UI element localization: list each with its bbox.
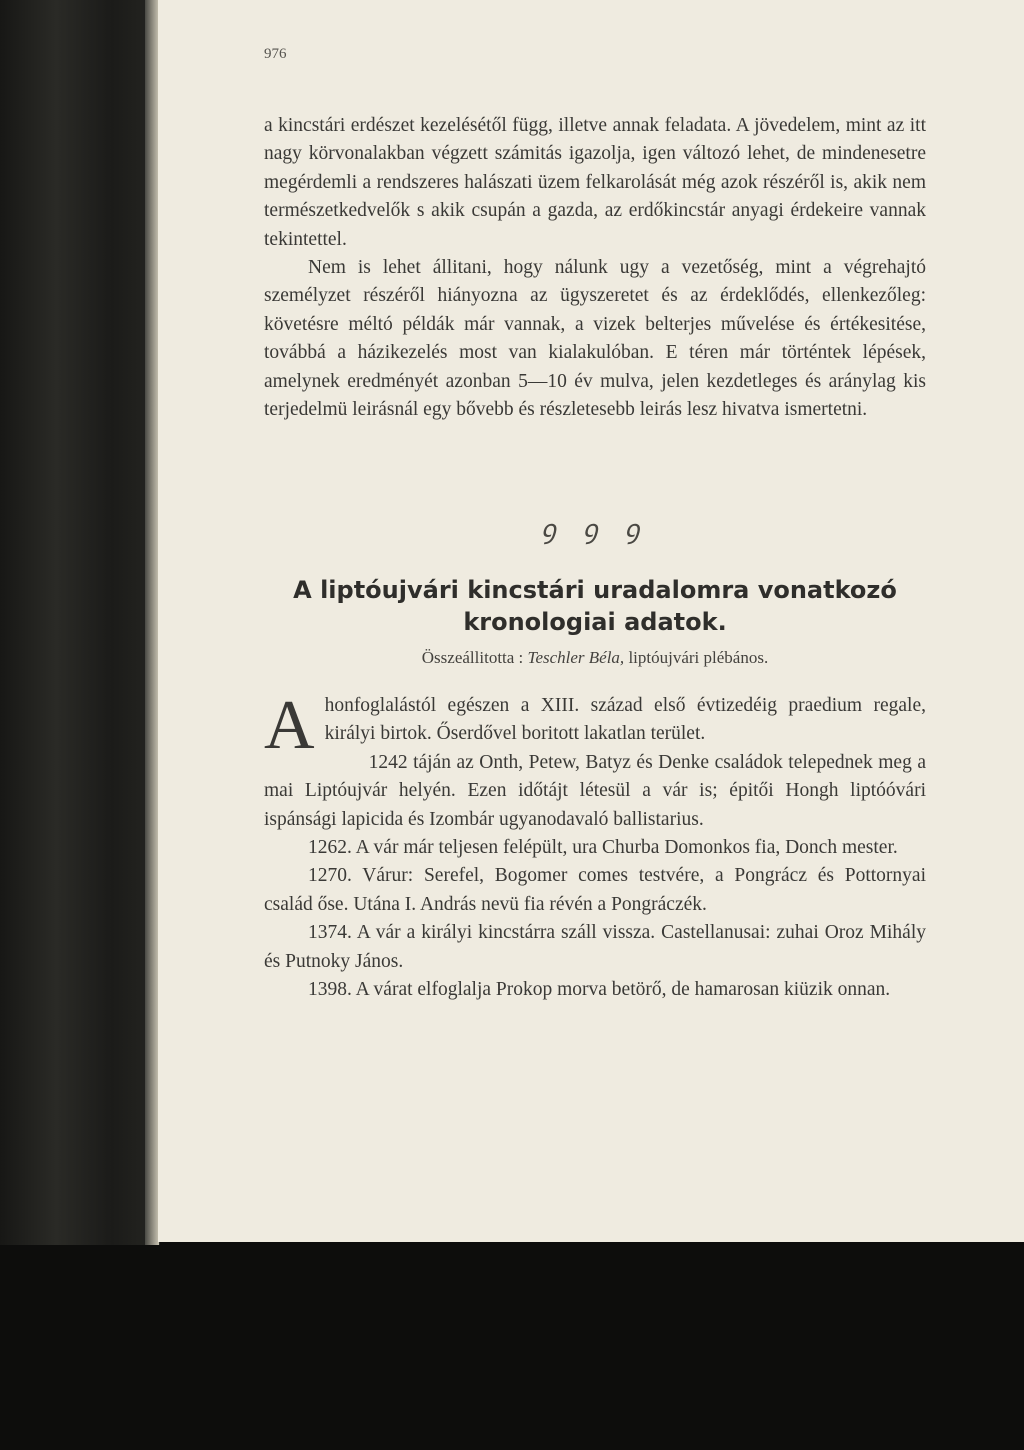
- scan-background: [0, 1245, 1024, 1450]
- page-number: 976: [264, 46, 287, 62]
- byline-suffix: liptóujvári plébános.: [628, 648, 769, 667]
- intro-text: [264, 112, 926, 424]
- chronology-intro: [264, 687, 926, 764]
- drop-cap: A: [264, 687, 315, 764]
- intro-paragraph-2: Nem is lehet állitani, hogy nálunk ugy a vezetőség, mint a végrehajtó személyzet részéről hiányozna az ügyszeretet és az érdeklődés, ellenkezőleg: követésre méltó példák már vannak, a vizek belterjes művelése és értékesitése, továbbá a házikezelés most van kialakulóban. E téren már történtek lépések, amelynek eredményét azonban 5—10 év mulva, jelen kezdetleges és aránylag kis terjedelmü leirásnál egy bővebb és részletesebb leirás lesz hivatva ismertetni.: [264, 257, 926, 421]
- article-title: [264, 574, 926, 638]
- intro-paragraph-1: a kincstári erdészet kezelésétől függ, illetve annak feladata. A jövedelem, mint az itt nagy körvonalakban végzett számitás igazolja, igen változó lehet, de mindenesetre megérdemli a rendszeres halászati üzem felkarolását még azok részéről is, akik nem természetkedvelők s akik csupán a gazda, az erdőkincstár anyagi érdekeire vannak tekintettel.: [264, 115, 926, 250]
- chronology-entry-1262: 1262. A vár már teljesen felépült, ura Churba Domonkos fia, Donch mester.: [308, 837, 898, 859]
- chronology-text: [264, 687, 926, 1004]
- book-binding: [0, 0, 160, 1450]
- article-byline: [264, 648, 926, 668]
- byline-prefix: Összeállitotta :: [421, 648, 524, 667]
- article-title-line-2: kronologiai adatok.: [463, 608, 727, 636]
- chronology-entry-1242: 1242 táján az Onth, Petew, Batyz és Denke családok telepednek meg a mai Liptóujvár helyén. Ezen időtájt létesül a vár is; épitői Hongh liptóóvári ispánsági lapicida és Izombár ugyanodavaló ballistarius.: [264, 751, 926, 830]
- chronology-entry-1270: 1270. Várur: Serefel, Bogomer comes testvére, a Pongrácz és Pottornyai család őse. Utána I. András nevü fia révén a Pongráczék.: [264, 865, 926, 915]
- book-page: [158, 0, 1024, 1242]
- chronology-entry-1398: 1398. A várat elfoglalja Prokop morva betörő, de hamarosan kiüzik onnan.: [308, 979, 891, 1001]
- byline-author: Teschler Béla,: [527, 648, 625, 667]
- chronology-intro-text: honfoglalástól egészen a XIII. század első évtizedéig praedium regale, királyi birtok. Őserdővel boritott lakatlan terület.: [324, 695, 926, 745]
- article-title-line-1: A liptóujvári kincstári uradalomra vonatkozó: [293, 576, 897, 604]
- page-edge-shadow: [145, 0, 159, 1245]
- chronology-entry-1374: 1374. A vár a királyi kincstárra száll vissza. Castellanusai: zuhai Oroz Mihály és Putnoky János.: [264, 922, 926, 972]
- section-ornament: ꝯ ꝯ ꝯ: [540, 515, 650, 544]
